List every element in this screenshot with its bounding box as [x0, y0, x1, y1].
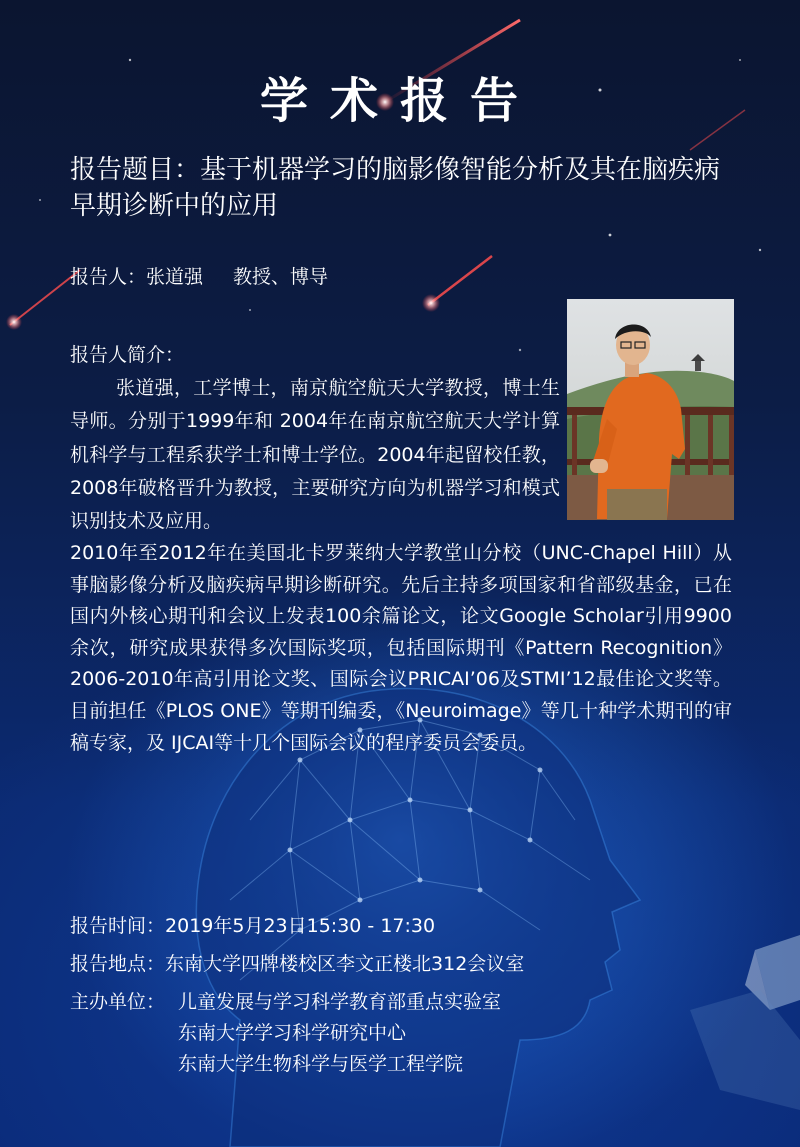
report-venue [70, 949, 524, 976]
report-time-label: 报告时间： [70, 915, 166, 937]
organizer-label: 主办单位： [70, 991, 166, 1013]
speaker-label: 报告人： [70, 266, 147, 288]
report-time-value: 2019年5月23日15:30 - 17:30 [165, 915, 436, 937]
organizer-item: 东南大学学习科学研究中心 [178, 1022, 407, 1044]
report-time [70, 911, 435, 938]
speaker-title: 教授、博导 [233, 266, 329, 288]
bio-paragraph-2: 2010年至2012年在美国北卡罗莱纳大学教堂山分校（UNC-Chapel Hill）从事脑影像分析及脑疾病早期诊断研究。先后主持多项国家和省部级基金，已在国内外核心期刊和会议上发表100余篇论文，论文Google Scholar引用9900余次，研究成果获得多次国际奖项，包括国际期刊《Pattern Recognition》 2006-2010年高引用论文奖、国际会议PRICAI’06及STMI’12最佳论文奖等。目前担任《PLOS ONE》等期刊编委，《Neuroimage》等几十种学术期刊的审稿专家，及 IJCAI等十几个国际会议的程序委员会委员。 [70, 542, 732, 754]
speaker-photo [567, 299, 734, 520]
bio-paragraph-1: 张道强，工学博士，南京航空航天大学教授，博士生导师。分别于1999年和 2004年在南京航空航天大学计算机科学与工程系获学士和博士学位。2004年起留校任教，2008年破格晋升为教授，主要研究方向为机器学习和模式识别技术及应用。 [70, 377, 560, 533]
speaker-line [70, 262, 328, 289]
report-topic: 报告题目：基于机器学习的脑影像智能分析及其在脑疾病早期诊断中的应用 [70, 155, 721, 221]
speaker-photo-illustration-icon [567, 299, 734, 520]
meteor-streak-icon [6, 270, 80, 330]
organizer-item: 儿童发展与学习科学教育部重点实验室 [178, 991, 502, 1013]
bio-label: 报告人简介： [70, 344, 185, 366]
organizer-item: 东南大学生物科学与医学工程学院 [178, 1053, 464, 1075]
poster-title: 学术报告 [259, 73, 540, 129]
report-venue-label: 报告地点： [70, 953, 166, 975]
crystal-shape-icon [690, 935, 800, 1110]
report-venue-value: 东南大学四牌楼校区李文正楼北312会议室 [165, 953, 525, 975]
speaker-name: 张道强 [146, 266, 204, 288]
meteor-streak-icon [422, 256, 492, 312]
